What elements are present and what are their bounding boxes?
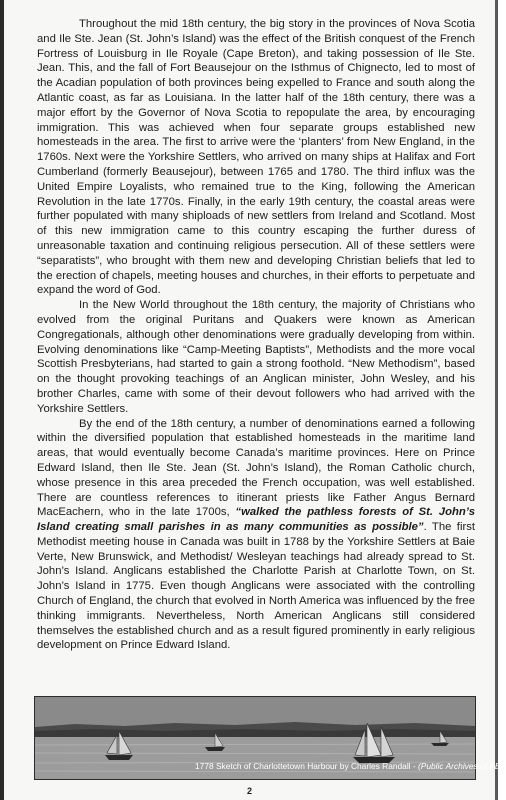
figure-caption-text: 1778 Sketch of Charlottetown Harbour by Charles Randall - bbox=[195, 761, 418, 771]
emphasized-quote: “walked the pathless forests of St. John’s Island creating small parishes in as many communities as possible” bbox=[37, 506, 475, 534]
paragraph-denominations: In the New World throughout the 18th century, the majority of Christians who evolved from the original Puritans and Quakers were known as American Congregationals, although other denominations were gradually developing from within. Evolving denominations like “Camp-Meeting Baptists”, Methodists and the more vocal Scottish Presbyterians, had started to gain a strong foothold. “New Methodism”, based on the thought provoking teachings of an Anglican minister, John Wesley, and his brother Charles, came with some of their devout followers who had arrived with the Yorkshire Settlers. bbox=[37, 299, 475, 415]
body-text bbox=[37, 17, 475, 653]
paragraph-immigration: Throughout the mid 18th century, the big story in the provinces of Nova Scotia and Ile Ste. Jean (St. John’s Island) was the effect of the British conquest of the French Fortress of Louisburg in Ile Royale (Cape Breton), and taking possession of Ile Ste. Jean. This, and the fall of Fort Beausejour on the Isthmus of Chignecto, led to most of the Acadian population of both provinces being expelled to France and south along the Atlantic coast, as far as Louisiana. In the latter half of the 18th century, there was a major effort by the Governor of Nova Scotia to repopulate the area, by encouraging immigration. This was achieved when four separate groups established new homesteads in the area. The first to arrive were the ‘planters’ from New England, in the 1760s. Next were the Yorkshire Settlers, who arrived on many ships at Halifax and Fort Cumberland (formerly Beausejour), between 1765 and 1780. The third influx was the United Empire Loyalists, who remained true to the King, following the American Revolution in the late 1770s. Finally, in the early 19th century, the coastal areas were further populated with many shiploads of new settlers from Ireland and Scotland. Most of this new immigration came to this country escaping the further duress of unreasonable taxation and continuing religious persecution. All of these settlers were “separatists”, who brought with them new and developing Christian beliefs that led to the erection of chapels, meeting houses and churches, in their efforts to perpetuate and expand the word of God. bbox=[37, 18, 475, 297]
page-number: 2 bbox=[246, 786, 252, 796]
paragraph-maritime-churches-end: . The first Methodist meeting house in Canada was built in 1788 by the Yorkshire Settlers at Baie Verte, New Brunswick, and Methodist/ Wesleyan teachings had already spread to St. John’s Island. Anglicans established the Charlotte Parish at Charlotte Town, on St. John’s Island in 1775. Even though Anglicans were associated with the controlling Church of England, the church that evolved in North America was influenced by the free thinking immigrants. Nevertheless, North American Anglicans still considered themselves the established church and as a result figured prominently in early religious development on Prince Edward Island. bbox=[37, 521, 475, 652]
harbour-sketch-image bbox=[34, 696, 506, 780]
paragraph-maritime-churches-start: By the end of the 18th century, a number of denominations earned a following within the diversified population that established homesteads in the maritime land areas, that would eventually become Canada’s maritime provinces. Here on Prince Edward Island, then Ile Ste. Jean (St. John’s Island), the Roman Catholic church, whose presence in this area preceded the French occupation, was well established. There are countless references to itinerant priests like Father Angus Bernard MacEachern, who in the late 1700s, bbox=[37, 417, 475, 519]
figure-credit: (Public Archives of PEI) bbox=[417, 761, 506, 771]
paragraph-maritime-churches bbox=[37, 417, 475, 654]
figure-caption bbox=[195, 761, 506, 771]
